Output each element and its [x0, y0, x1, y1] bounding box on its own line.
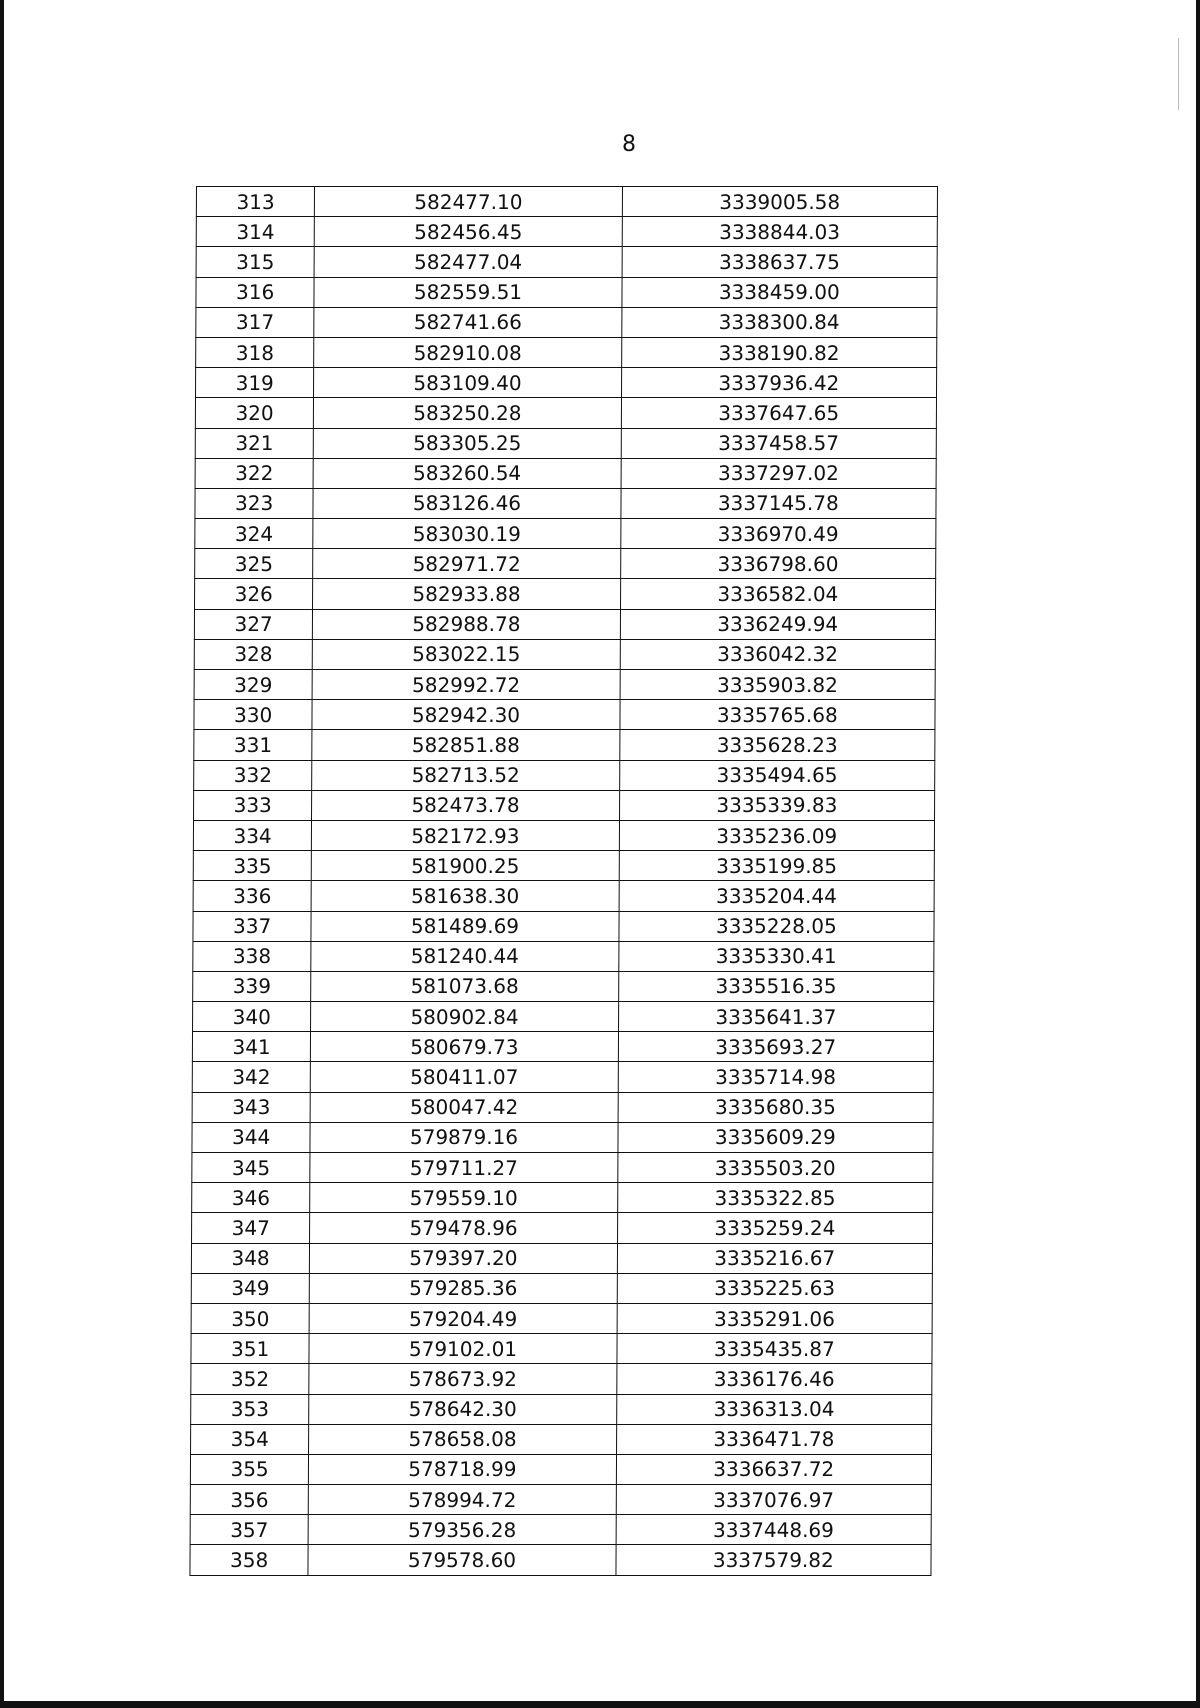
x-coordinate-cell: 583030.19: [313, 519, 620, 549]
point-number-cell: 321: [195, 428, 313, 458]
table-row: [193, 911, 934, 941]
x-coordinate-cell: 581638.30: [311, 881, 618, 911]
table-row: [195, 579, 936, 609]
x-coordinate-cell: 581489.69: [311, 911, 618, 941]
y-coordinate-cell: 3335228.05: [619, 911, 935, 941]
y-coordinate-cell: 3335199.85: [619, 851, 935, 881]
scan-right-edge: [1196, 0, 1200, 1708]
table-row: [193, 971, 934, 1001]
point-number-cell: 316: [196, 277, 314, 307]
table-row: [192, 1153, 933, 1183]
table-row: [195, 428, 936, 458]
y-coordinate-cell: 3335765.68: [620, 700, 936, 730]
y-coordinate-cell: 3335641.37: [618, 1002, 934, 1032]
y-coordinate-cell: 3335903.82: [620, 670, 936, 700]
y-coordinate-cell: 3335225.63: [617, 1273, 933, 1303]
y-coordinate-cell: 3337579.82: [616, 1545, 932, 1575]
table-row: [192, 1122, 933, 1152]
point-number-cell: 318: [196, 337, 314, 367]
point-number-cell: 346: [192, 1183, 310, 1213]
table-row: [193, 941, 934, 971]
point-number-cell: 325: [195, 549, 313, 579]
y-coordinate-cell: 3337448.69: [616, 1515, 932, 1545]
x-coordinate-cell: 582851.88: [312, 730, 619, 760]
x-coordinate-cell: 582477.04: [314, 247, 621, 277]
point-number-cell: 339: [193, 971, 311, 1001]
x-coordinate-cell: 579356.28: [308, 1515, 615, 1545]
y-coordinate-cell: 3337297.02: [621, 458, 937, 488]
table-row: [195, 398, 936, 428]
point-number-cell: 348: [191, 1243, 309, 1273]
x-coordinate-cell: 579204.49: [309, 1303, 616, 1333]
point-number-cell: 343: [192, 1092, 310, 1122]
x-coordinate-cell: 582172.93: [312, 820, 619, 850]
table-row: [193, 1002, 934, 1032]
point-number-cell: 358: [190, 1545, 308, 1575]
y-coordinate-cell: 3335435.87: [617, 1334, 933, 1364]
y-coordinate-cell: 3335628.23: [619, 730, 935, 760]
y-coordinate-cell: 3335516.35: [618, 971, 934, 1001]
point-number-cell: 330: [194, 700, 312, 730]
y-coordinate-cell: 3336582.04: [620, 579, 936, 609]
y-coordinate-cell: 3336471.78: [616, 1424, 932, 1454]
scan-bottom-edge: [0, 1701, 1200, 1708]
table-row: [194, 670, 935, 700]
table-row: [192, 1183, 933, 1213]
point-number-cell: 347: [192, 1213, 310, 1243]
point-number-cell: 336: [193, 881, 311, 911]
table-row: [192, 1062, 933, 1092]
y-coordinate-cell: 3337076.97: [616, 1485, 932, 1515]
y-coordinate-cell: 3336637.72: [616, 1454, 932, 1484]
point-number-cell: 314: [196, 217, 314, 247]
point-number-cell: 341: [192, 1032, 310, 1062]
y-coordinate-cell: 3338459.00: [622, 277, 938, 307]
point-number-cell: 329: [194, 670, 312, 700]
y-coordinate-cell: 3335322.85: [617, 1183, 933, 1213]
x-coordinate-cell: 583126.46: [313, 488, 620, 518]
y-coordinate-cell: 3337145.78: [621, 488, 937, 518]
table-row: [195, 458, 936, 488]
point-number-cell: 327: [194, 609, 312, 639]
y-coordinate-cell: 3338300.84: [621, 307, 937, 337]
table-row: [190, 1485, 931, 1515]
x-coordinate-cell: 580411.07: [311, 1062, 618, 1092]
table-row: [191, 1303, 932, 1333]
y-coordinate-cell: 3335330.41: [618, 941, 934, 971]
x-coordinate-cell: 582942.30: [312, 700, 619, 730]
point-number-cell: 352: [191, 1364, 309, 1394]
y-coordinate-cell: 3335259.24: [617, 1213, 933, 1243]
point-number-cell: 334: [193, 820, 311, 850]
point-number-cell: 331: [194, 730, 312, 760]
table-row: [191, 1243, 932, 1273]
table-row: [191, 1364, 932, 1394]
point-number-cell: 351: [191, 1334, 309, 1364]
x-coordinate-cell: 583305.25: [314, 428, 621, 458]
x-coordinate-cell: 581240.44: [311, 941, 618, 971]
x-coordinate-cell: 579879.16: [310, 1122, 617, 1152]
y-coordinate-cell: 3335291.06: [617, 1303, 933, 1333]
y-coordinate-cell: 3336970.49: [620, 519, 936, 549]
point-number-cell: 356: [190, 1485, 308, 1515]
x-coordinate-cell: 579285.36: [310, 1273, 617, 1303]
point-number-cell: 315: [196, 247, 314, 277]
table-row: [194, 609, 935, 639]
table-row: [196, 217, 937, 247]
table-row: [193, 881, 934, 911]
point-number-cell: 357: [190, 1515, 308, 1545]
x-coordinate-cell: 582933.88: [313, 579, 620, 609]
x-coordinate-cell: 582741.66: [314, 307, 621, 337]
x-coordinate-cell: 583109.40: [314, 368, 621, 398]
x-coordinate-cell: 582559.51: [314, 277, 621, 307]
point-number-cell: 349: [191, 1273, 309, 1303]
x-coordinate-cell: 580679.73: [311, 1032, 618, 1062]
y-coordinate-cell: 3336798.60: [620, 549, 936, 579]
y-coordinate-cell: 3336249.94: [620, 609, 936, 639]
table-row: [196, 368, 937, 398]
table-row: [191, 1273, 932, 1303]
point-number-cell: 333: [194, 790, 312, 820]
table-row: [190, 1545, 931, 1575]
x-coordinate-cell: 582456.45: [315, 217, 622, 247]
x-coordinate-cell: 579397.20: [310, 1243, 617, 1273]
y-coordinate-cell: 3335236.09: [619, 820, 935, 850]
x-coordinate-cell: 578658.08: [309, 1424, 616, 1454]
table-row: [195, 549, 936, 579]
y-coordinate-cell: 3336042.32: [620, 639, 936, 669]
x-coordinate-cell: 580902.84: [311, 1002, 618, 1032]
point-number-cell: 332: [194, 760, 312, 790]
table-row: [196, 187, 937, 217]
point-number-cell: 326: [195, 579, 313, 609]
point-number-cell: 345: [192, 1153, 310, 1183]
table-row: [192, 1213, 933, 1243]
x-coordinate-cell: 582992.72: [312, 670, 619, 700]
table-row: [192, 1092, 933, 1122]
table-row: [195, 519, 936, 549]
y-coordinate-cell: 3335714.98: [618, 1062, 934, 1092]
point-number-cell: 354: [191, 1424, 309, 1454]
table-row: [193, 820, 934, 850]
table-row: [195, 488, 936, 518]
x-coordinate-cell: 583260.54: [313, 458, 620, 488]
y-coordinate-cell: 3335494.65: [619, 760, 935, 790]
x-coordinate-cell: 579711.27: [310, 1153, 617, 1183]
x-coordinate-cell: 579559.10: [310, 1183, 617, 1213]
x-coordinate-cell: 583250.28: [314, 398, 621, 428]
x-coordinate-cell: 579102.01: [309, 1334, 616, 1364]
table-row: [194, 790, 935, 820]
point-number-cell: 320: [195, 398, 313, 428]
point-number-cell: 322: [195, 458, 313, 488]
x-coordinate-cell: 582910.08: [314, 337, 621, 367]
y-coordinate-cell: 3335680.35: [618, 1092, 934, 1122]
table-row: [192, 1032, 933, 1062]
point-number-cell: 353: [191, 1394, 309, 1424]
table-row: [196, 337, 937, 367]
x-coordinate-cell: 581900.25: [312, 851, 619, 881]
y-coordinate-cell: 3336176.46: [616, 1364, 932, 1394]
table-row: [196, 307, 937, 337]
y-coordinate-cell: 3338844.03: [622, 217, 938, 247]
table-row: [191, 1424, 932, 1454]
x-coordinate-cell: 578718.99: [309, 1454, 616, 1484]
page-number: 8: [622, 132, 636, 157]
table-row: [191, 1394, 932, 1424]
table-row: [191, 1334, 932, 1364]
table-row: [194, 700, 935, 730]
table-row: [190, 1515, 931, 1545]
scan-left-edge: [0, 0, 4, 1708]
point-number-cell: 335: [193, 851, 311, 881]
point-number-cell: 317: [196, 307, 314, 337]
table-row: [194, 760, 935, 790]
coordinate-table: [189, 186, 938, 1576]
y-coordinate-cell: 3335339.83: [619, 790, 935, 820]
table-row: [190, 1454, 931, 1484]
point-number-cell: 342: [192, 1062, 310, 1092]
coordinate-table-body: [190, 187, 938, 1576]
x-coordinate-cell: 579578.60: [308, 1545, 615, 1575]
x-coordinate-cell: 581073.68: [311, 971, 618, 1001]
x-coordinate-cell: 582473.78: [312, 790, 619, 820]
point-number-cell: 313: [196, 187, 314, 217]
y-coordinate-cell: 3335216.67: [617, 1243, 933, 1273]
table-row: [194, 730, 935, 760]
point-number-cell: 324: [195, 519, 313, 549]
x-coordinate-cell: 582713.52: [312, 760, 619, 790]
scan-artifact-line: [1178, 38, 1179, 110]
y-coordinate-cell: 3336313.04: [616, 1394, 932, 1424]
x-coordinate-cell: 579478.96: [310, 1213, 617, 1243]
point-number-cell: 328: [194, 639, 312, 669]
y-coordinate-cell: 3338637.75: [622, 247, 938, 277]
point-number-cell: 340: [193, 1002, 311, 1032]
x-coordinate-cell: 582971.72: [313, 549, 620, 579]
point-number-cell: 337: [193, 911, 311, 941]
x-coordinate-cell: 578642.30: [309, 1394, 616, 1424]
point-number-cell: 319: [196, 368, 314, 398]
y-coordinate-cell: 3337458.57: [621, 428, 937, 458]
y-coordinate-cell: 3337936.42: [621, 368, 937, 398]
table-row: [194, 639, 935, 669]
x-coordinate-cell: 582477.10: [315, 187, 622, 217]
point-number-cell: 323: [195, 488, 313, 518]
y-coordinate-cell: 3338190.82: [621, 337, 937, 367]
y-coordinate-cell: 3335204.44: [619, 881, 935, 911]
x-coordinate-cell: 583022.15: [313, 639, 620, 669]
point-number-cell: 355: [190, 1454, 308, 1484]
y-coordinate-cell: 3335693.27: [618, 1032, 934, 1062]
point-number-cell: 344: [192, 1122, 310, 1152]
y-coordinate-cell: 3337647.65: [621, 398, 937, 428]
table-row: [196, 277, 937, 307]
point-number-cell: 350: [191, 1303, 309, 1333]
x-coordinate-cell: 582988.78: [313, 609, 620, 639]
table-row: [193, 851, 934, 881]
point-number-cell: 338: [193, 941, 311, 971]
y-coordinate-cell: 3339005.58: [622, 187, 938, 217]
y-coordinate-cell: 3335503.20: [617, 1153, 933, 1183]
table-row: [196, 247, 937, 277]
y-coordinate-cell: 3335609.29: [618, 1122, 934, 1152]
x-coordinate-cell: 578994.72: [309, 1485, 616, 1515]
x-coordinate-cell: 580047.42: [310, 1092, 617, 1122]
x-coordinate-cell: 578673.92: [309, 1364, 616, 1394]
